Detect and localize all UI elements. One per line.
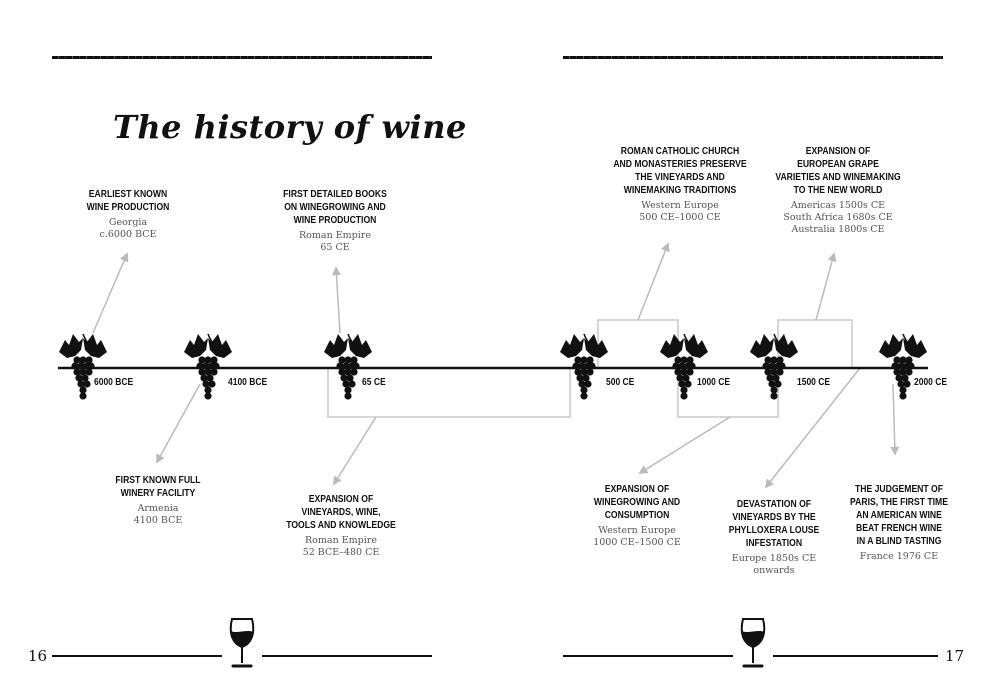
tick-label: 65 CE — [362, 377, 386, 388]
page-number-left: 16 — [28, 647, 48, 665]
grape-vine-icon — [656, 330, 712, 410]
event-detail: Americas 1500s CE South Africa 1680s CE Australia 1800s CE — [783, 200, 893, 235]
event-label — [758, 145, 918, 236]
event-label — [266, 493, 416, 559]
tick-label: 2000 CE — [914, 377, 948, 388]
event-label — [834, 483, 964, 563]
event-detail: France 1976 CE — [859, 551, 939, 562]
event-heading: FIRST DETAILED BOOKS ON WINEGROWING AND WINE PRODUCTION — [283, 188, 387, 226]
grape-vine-icon — [320, 330, 376, 410]
event-detail: Roman Empire 52 BCE–480 CE — [302, 535, 380, 558]
grape-vine-icon — [55, 330, 111, 410]
event-label — [572, 483, 702, 549]
grape-vine-icon — [875, 330, 931, 410]
event-detail: Europe 1850s CE onwards — [731, 553, 817, 576]
event-heading: FIRST KNOWN FULL WINERY FACILITY — [115, 474, 201, 499]
grape-vine-icon — [746, 330, 802, 410]
event-detail: Georgia c.6000 BCE — [99, 217, 157, 240]
event-heading: ROMAN CATHOLIC CHURCH AND MONASTERIES PRESERVE THE VINEYARDS AND WINEMAKING TRADITIONS — [613, 145, 747, 196]
grape-vine-icon — [556, 330, 612, 410]
event-heading: THE JUDGEMENT OF PARIS, THE FIRST TIME AN AMERICAN WINE BEAT FRENCH WINE IN A BLIND TASTING — [850, 483, 948, 547]
event-heading: DEVASTATION OF VINEYARDS BY THE PHYLLOXERA LOUSE INFESTATION — [728, 498, 820, 549]
event-heading: EXPANSION OF EUROPEAN GRAPE VARIETIES AND WINEMAKING TO THE NEW WORLD — [775, 145, 901, 196]
event-label — [595, 145, 765, 224]
tick-label: 4100 BCE — [228, 377, 268, 388]
event-label — [265, 188, 405, 254]
tick-label: 1500 CE — [797, 377, 831, 388]
page-title: The history of wine — [113, 108, 467, 146]
event-detail: Armenia 4100 BCE — [133, 503, 183, 526]
event-heading: EXPANSION OF VINEYARDS, WINE, TOOLS AND KNOWLEDGE — [286, 493, 396, 531]
tick-label: 500 CE — [606, 377, 635, 388]
event-heading: EARLIEST KNOWN WINE PRODUCTION — [86, 188, 170, 213]
tick-label: 1000 CE — [697, 377, 731, 388]
tick-label: 6000 BCE — [94, 377, 134, 388]
event-label — [63, 188, 193, 241]
page-number-right: 17 — [945, 647, 965, 665]
grape-vine-icon — [180, 330, 236, 410]
event-heading: EXPANSION OF WINEGROWING AND CONSUMPTION — [593, 483, 681, 521]
event-label — [709, 498, 839, 577]
event-label — [93, 474, 223, 527]
event-detail: Western Europe 1000 CE–1500 CE — [593, 525, 681, 548]
event-detail: Roman Empire 65 CE — [299, 230, 371, 253]
event-detail: Western Europe 500 CE–1000 CE — [639, 200, 721, 223]
